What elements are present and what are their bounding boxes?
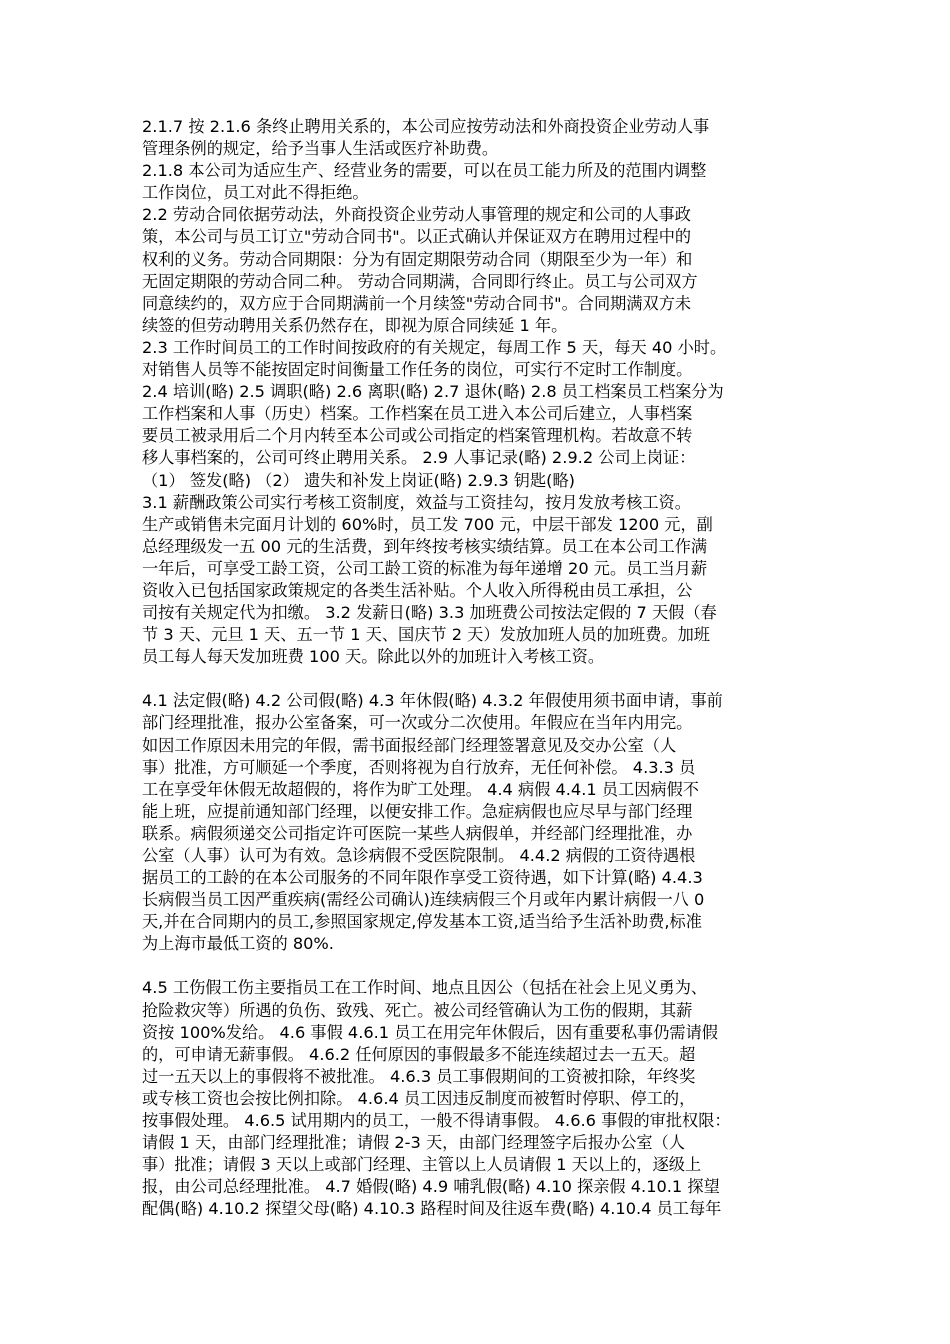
text-line: 或专核工资也会按比例扣除。 4.6.4 员工因违反制度而被暂时停职、停工的， [142, 1088, 696, 1108]
text-line: 长病假当员工因严重疾病(需经公司确认)连续病假三个月或年内累计病假一八 0 [142, 890, 705, 910]
text-line: 请假 1 天，由部门经理批准；请假 2-3 天，由部门经理签字后报办公室（人 [142, 1133, 685, 1153]
text-line: 总经理级发一五 00 元的生活费，到年终按考核实绩结算。员工在本公司工作满 [142, 536, 708, 556]
text-line: 3.1 薪酬政策公司实行考核工资制度，效益与工资挂勾，按月发放考核工资。 [142, 492, 691, 512]
text-line: 的，可申请无薪事假。 4.6.2 任何原因的事假最多不能连续超过去一五天。超 [142, 1044, 696, 1064]
text-line: 2.4 培训(略) 2.5 调职(略) 2.6 离职(略) 2.7 退休(略) 2.8 员工档案员工档案分为 [142, 382, 724, 402]
text-line: 过一五天以上的事假将不被批准。 4.6.3 员工事假期间的工资被扣除，年终奖 [142, 1066, 696, 1086]
text-line: 续签的但劳动聘用关系仍然存在，即视为原合同续延 1 年。 [142, 315, 568, 335]
text-line: 2.3 工作时间员工的工作时间按政府的有关规定，每周工作 5 天，每天 40 小时。 [142, 337, 727, 357]
text-line: 4.5 工伤假工伤主要指员工在工作时间、地点且因公（包括在社会上见义勇为、 [142, 978, 708, 998]
text-line: 管理条例的规定，给予当事人生活或医疗补助费。 [142, 139, 499, 159]
text-line: 策，本公司与员工订立"劳动合同书"。以正式确认并保证双方在聘用过程中的 [142, 227, 692, 247]
text-line: 生产或销售未完面月计划的 60%时，员工发 700 元，中层干部发 1200 元，副 [142, 514, 713, 534]
paragraph-gap [142, 668, 818, 690]
text-line: 一年后，可享受工龄工资，公司工龄工资的标准为每年递增 20 元。员工当月薪 [142, 558, 708, 578]
text-line: （1） 签发(略) （2） 遗失和补发上岗证(略) 2.9.3 钥匙(略) [142, 470, 575, 490]
text-line: 据员工的工龄的在本公司服务的不同年限作享受工资待遇，如下计算(略) 4.4.3 [142, 868, 703, 888]
text-line: 工作档案和人事（历史）档案。工作档案在员工进入本公司后建立，人事档案 [142, 404, 693, 424]
text-line: 资按 100%发给。 4.6 事假 4.6.1 员工在用完年休假后，因有重要私事仍需请假 [142, 1022, 718, 1042]
text-line: 同意续约的，双方应于合同期满前一个月续签"劳动合同书"。合同期满双方未 [142, 293, 692, 313]
text-line: 事）批准；请假 3 天以上或部门经理、主管以上人员请假 1 天以上的，逐级上 [142, 1155, 702, 1175]
text-line: 事）批准，方可顺延一个季度，否则将视为自行放弃，无任何补偿。 4.3.3 员 [142, 757, 696, 777]
text-line: 移人事档案的，公司可终止聘用关系。 2.9 人事记录(略) 2.9.2 公司上岗证： [142, 448, 696, 468]
text-line: 节 3 天、元旦 1 天、五一节 1 天、国庆节 2 天）发放加班人员的加班费。加班 [142, 625, 710, 645]
document-body [142, 116, 818, 1221]
text-line: 联系。病假须递交公司指定许可医院一某些人病假单，并经部门经理批准，办 [142, 823, 693, 843]
paragraph-block [142, 116, 818, 668]
text-line: 能上班，应提前通知部门经理，以便安排工作。急症病假也应尽早与部门经理 [142, 801, 693, 821]
text-line: 2.1.7 按 2.1.6 条终止聘用关系的，本公司应按劳动法和外商投资企业劳动人事 [142, 117, 710, 136]
paragraph-gap [142, 955, 818, 977]
text-line: 要员工被录用后二个月内转至本公司或公司指定的档案管理机构。若故意不转 [142, 426, 693, 446]
text-line: 资收入已包括国家政策规定的各类生活补贴。个人收入所得税由员工承担，公 [142, 580, 693, 600]
paragraph-block [142, 690, 818, 955]
text-line: 报，由公司总经理批准。 4.7 婚假(略) 4.9 哺乳假(略) 4.10 探亲假 4.10.1 探望 [142, 1177, 720, 1197]
text-line: 如因工作原因未用完的年假，需书面报经部门经理签署意见及交办公室（人 [142, 735, 677, 755]
paragraph-block [142, 977, 818, 1220]
text-line: 按事假处理。 4.6.5 试用期内的员工，一般不得请事假。 4.6.6 事假的审批权限： [142, 1111, 731, 1131]
text-line: 天,并在合同期内的员工,参照国家规定,停发基本工资,适当给予生活补助费,标准 [142, 912, 702, 932]
text-line: 4.1 法定假(略) 4.2 公司假(略) 4.3 年休假(略) 4.3.2 年假使用须书面申请，事前 [142, 691, 723, 711]
text-line: 权利的义务。劳动合同期限：分为有固定期限劳动合同（期限至少为一年）和 [142, 249, 693, 269]
text-line: 抢险救灾等）所遇的负伤、致残、死亡。被公司经管确认为工伤的假期，其薪 [142, 1000, 693, 1020]
text-line: 无固定期限的劳动合同二种。 劳动合同期满，合同即行终止。员工与公司双方 [142, 271, 698, 291]
text-line: 2.2 劳动合同依据劳动法，外商投资企业劳动人事管理的规定和公司的人事政 [142, 205, 691, 225]
text-line: 工在享受年休假无故超假的，将作为旷工处理。 4.4 病假 4.4.1 员工因病假不 [142, 779, 699, 799]
text-line: 对销售人员等不能按固定时间衡量工作任务的岗位，可实行不定时工作制度。 [142, 360, 693, 380]
text-line: 公室（人事）认可为有效。急诊病假不受医院限制。 4.4.2 病假的工资待遇根 [142, 846, 696, 865]
text-line: 员工每人每天发加班费 100 天。除此以外的加班计入考核工资。 [142, 647, 605, 667]
text-line: 配偶(略) 4.10.2 探望父母(略) 4.10.3 路程时间及往返车费(略) 4.10.4 员工每年 [142, 1199, 722, 1219]
text-line: 为上海市最低工资的 80%. [142, 934, 334, 954]
text-line: 2.1.8 本公司为适应生产、经营业务的需要，可以在员工能力所及的范围内调整 [142, 161, 707, 181]
text-line: 司按有关规定代为扣缴。 3.2 发薪日(略) 3.3 加班费公司按法定假的 7 天假（春 [142, 603, 717, 623]
text-line: 工作岗位，员工对此不得拒绝。 [142, 183, 369, 203]
text-line: 部门经理批准，报办公室备案，可一次或分二次使用。年假应在当年内用完。 [142, 713, 693, 733]
